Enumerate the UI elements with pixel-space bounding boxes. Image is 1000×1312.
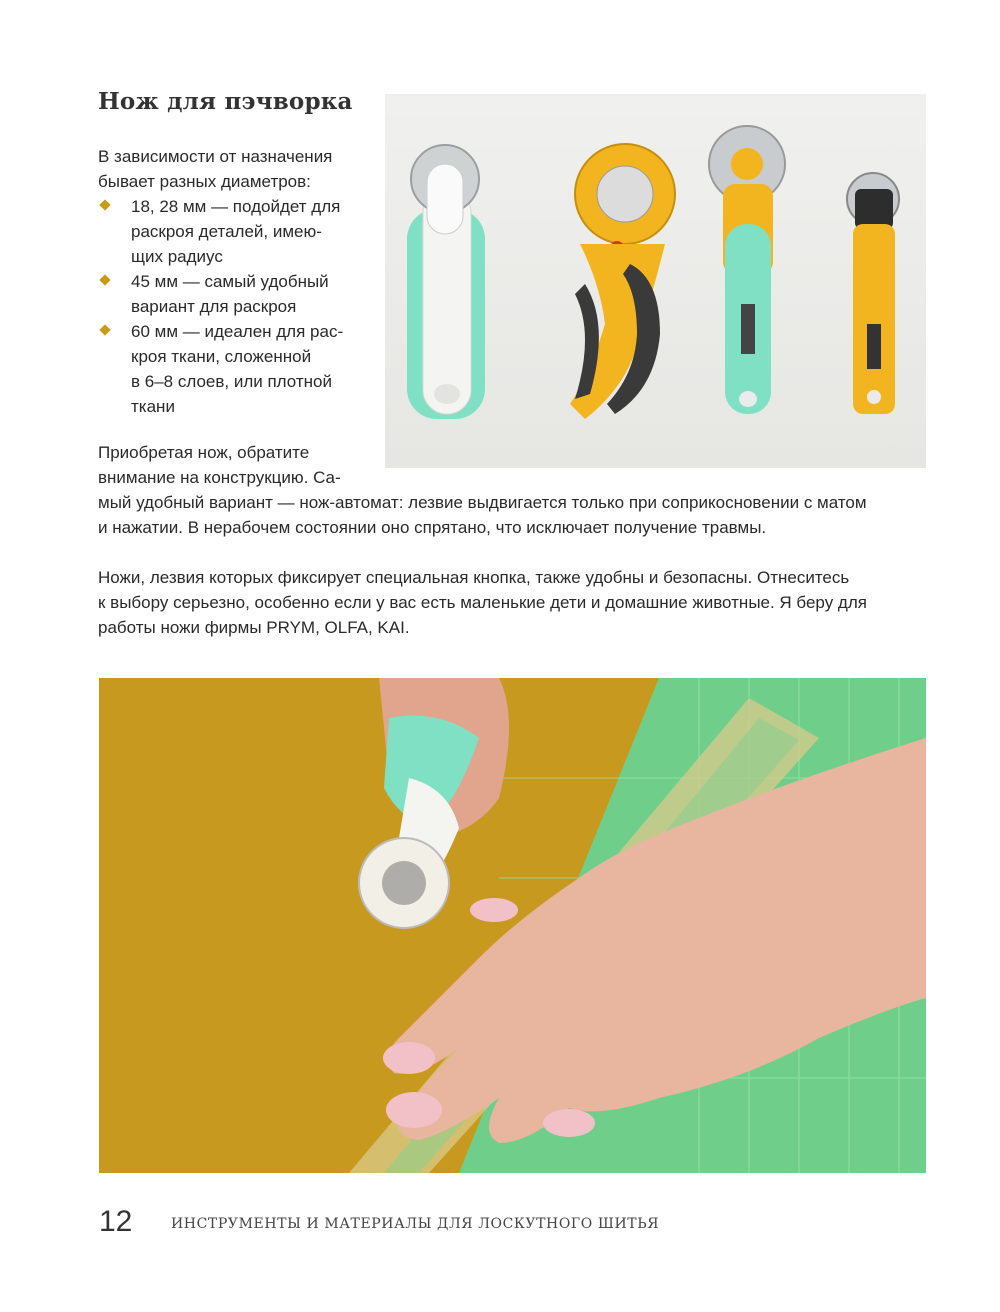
- page-title: Нож для пэчворка: [98, 88, 353, 115]
- list-item-line: щих радиус: [131, 247, 223, 266]
- cutting-fabric-photo: [99, 678, 926, 1173]
- list-item: [98, 269, 368, 319]
- list-item: [98, 319, 368, 419]
- rotary-cutters-illustration: [385, 94, 926, 468]
- cutter-yellow-black: [570, 144, 675, 419]
- list-item-line: в 6–8 слоев, или плотной: [131, 372, 332, 391]
- intro-line: бывает разных диаметров:: [98, 172, 311, 191]
- list-item-line: 60 мм — идеален для рас-: [131, 322, 344, 341]
- paragraph-line: Приобретая нож, обратите: [98, 443, 310, 462]
- intro-line: В зависимости от назначения: [98, 147, 333, 166]
- list-item-line: раскроя деталей, имею-: [131, 222, 322, 241]
- cutter-mint-yellow: [709, 126, 785, 414]
- list-item-line: ткани: [131, 397, 175, 416]
- paragraph-line: Ножи, лезвия которых фиксирует специальная кнопка, также удобны и безопасны. Отнеситесь: [98, 568, 850, 587]
- list-item: [98, 194, 368, 269]
- paragraph-line: к выбору серьезно, особенно если у вас есть маленькие дети и домашние животные. Я беру для: [98, 593, 867, 612]
- list-item-line: кроя ткани, сложенной: [131, 347, 312, 366]
- list-item-line: 45 мм — самый удобный: [131, 272, 329, 291]
- paragraph-line: внимание на конструкцию. Са-: [98, 468, 341, 487]
- diamond-bullet-icon: [99, 199, 110, 210]
- cutter-mint-white: [407, 145, 485, 419]
- running-title: ИНСТРУМЕНТЫ И МАТЕРИАЛЫ ДЛЯ ЛОСКУТНОГО ШИТЬЯ: [171, 1216, 660, 1232]
- paragraph-line: мый удобный вариант — нож-автомат: лезвие выдвигается только при соприкосновении с матом: [98, 493, 867, 512]
- list-item-line: 18, 28 мм — подойдет для: [131, 197, 341, 216]
- paragraph-line: работы ножи фирмы PRYM, OLFA, KAI.: [98, 618, 410, 637]
- rotary-cutters-photo: [385, 94, 926, 468]
- diamond-bullet-icon: [99, 324, 110, 335]
- list-item-line: вариант для раскроя: [131, 297, 297, 316]
- cutter-small-yellow: [847, 173, 899, 414]
- diameter-list: [98, 194, 368, 419]
- diamond-bullet-icon: [99, 274, 110, 285]
- paragraph-line: и нажатии. В нерабочем состоянии оно спрятано, что исключает получение травмы.: [98, 518, 767, 537]
- cutting-fabric-illustration: [99, 678, 926, 1173]
- intro-block: [98, 144, 368, 419]
- page-number: 12: [99, 1205, 133, 1238]
